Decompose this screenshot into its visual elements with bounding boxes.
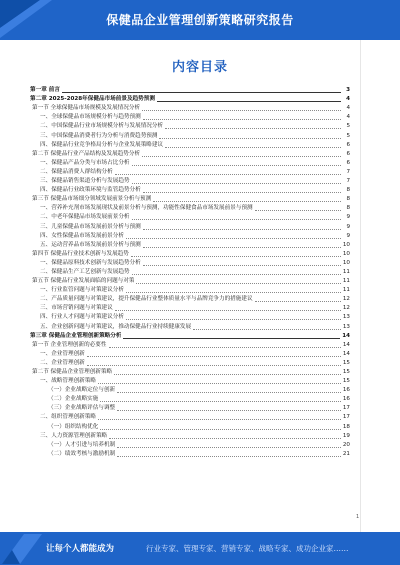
toc-dot-leader	[98, 383, 341, 384]
toc-entry-page: 7	[346, 178, 350, 185]
toc-entry-title: （一）组织结构优化	[48, 423, 99, 430]
toc-entry[interactable]	[30, 141, 350, 150]
toc-entry-page: 17	[342, 414, 350, 421]
toc-entry-title: 第三章 保健品企业管理创新策略分析	[30, 332, 122, 339]
toc-entry[interactable]	[30, 232, 350, 241]
toc-entry-page: 12	[342, 305, 350, 312]
toc-entry-page: 13	[342, 323, 350, 330]
toc-entry[interactable]	[30, 131, 350, 140]
toc-entry[interactable]	[30, 222, 350, 231]
toc-dot-leader	[131, 256, 341, 257]
toc-entry-page: 17	[342, 405, 350, 412]
toc-entry-title: 第一章 前言	[30, 87, 60, 94]
toc-entry-page: 9	[346, 214, 350, 221]
toc-entry-title: 二、中老年保健品市场发展前景分析	[40, 214, 130, 221]
toc-entry-page: 19	[342, 432, 350, 439]
toc-entry-page: 7	[346, 168, 350, 175]
toc-dot-leader	[114, 374, 341, 375]
toc-entry-page: 13	[342, 314, 350, 321]
footer-tags: 行业专家、管理专家、营销专家、战略专家、成功企业家……	[146, 544, 349, 553]
toc-entry-title: 三、中国保健品消费者行为分析与消费趋势预测	[40, 132, 158, 139]
toc-entry-page: 16	[342, 396, 350, 403]
toc-entry-page: 6	[346, 159, 350, 166]
toc-entry-page: 4	[346, 96, 350, 103]
toc-entry[interactable]	[30, 177, 350, 186]
toc-dot-leader	[255, 210, 341, 211]
toc-dot-leader	[115, 174, 341, 175]
toc-entry[interactable]	[30, 332, 350, 341]
toc-entry-title: 四、行业人才问题与对策建议分析	[40, 314, 124, 321]
toc-entry-page: 9	[346, 223, 350, 230]
toc-entry-page: 10	[342, 259, 350, 266]
toc-entry-title: 四、保健品行业竞争格局分析与企业发展策略建议	[40, 141, 164, 148]
toc-entry-page: 20	[342, 441, 350, 448]
toc-dot-leader	[117, 392, 341, 393]
toc-dot-leader	[143, 229, 341, 230]
toc-dot-leader	[87, 356, 341, 357]
toc-entry[interactable]	[30, 359, 350, 368]
footer-logo-icon	[2, 534, 42, 564]
toc-entry[interactable]	[30, 386, 350, 395]
toc-entry-page: 21	[342, 450, 350, 457]
toc-entry[interactable]	[30, 377, 350, 386]
toc-entry[interactable]	[30, 113, 350, 122]
toc-dot-leader	[117, 447, 341, 448]
toc-dot-leader	[109, 438, 341, 439]
toc-entry[interactable]	[30, 213, 350, 222]
toc-entry[interactable]	[30, 268, 350, 277]
toc-entry-title: 二、中国保健品行业市场规模分析与发展情况分析	[40, 123, 164, 130]
toc-entry-page: 5	[346, 132, 350, 139]
footer-brand: 让每个人都能成为	[46, 544, 115, 554]
toc-entry-page: 5	[346, 123, 350, 130]
toc-dot-leader	[157, 101, 341, 102]
toc-dot-leader	[132, 274, 341, 275]
toc-entry[interactable]	[30, 277, 350, 286]
toc-dot-leader	[117, 456, 341, 457]
toc-entry[interactable]	[30, 341, 350, 350]
report-title: 保健品企业管理创新策略研究报告	[106, 13, 294, 27]
toc-entry[interactable]	[30, 104, 350, 113]
toc-entry-page: 8	[346, 205, 350, 212]
toc-entry[interactable]	[30, 204, 350, 213]
toc-entry[interactable]	[30, 350, 350, 359]
toc-entry-page: 3	[346, 87, 350, 94]
toc-entry[interactable]	[30, 95, 350, 104]
toc-entry-title: 第二章 2025-2028年保健品市场前景及趋势预测	[30, 96, 155, 103]
toc-dot-leader	[159, 138, 341, 139]
toc-entry-title: 第一节 企业管理创新的必要性	[32, 341, 107, 348]
toc-entry-page: 10	[342, 241, 350, 248]
toc-entry-title: 第三节 保健品市场细分领域发展前景分析与预测	[32, 196, 152, 203]
toc-entry-page: 11	[342, 287, 350, 294]
toc-entry-page: 6	[346, 150, 350, 157]
toc-entry-title: 第二节 保健品企业管理创新策略	[32, 369, 113, 375]
toc-entry-page: 18	[342, 423, 350, 430]
toc-entry[interactable]	[30, 450, 350, 459]
toc-heading: 内容目录	[171, 60, 228, 75]
toc-entry[interactable]	[30, 404, 350, 413]
toc-entry[interactable]	[30, 168, 350, 177]
toc-entry-page: 15	[342, 369, 350, 375]
toc-entry-page: 10	[342, 250, 350, 257]
toc-entry-title: 三、儿童保健品市场发展前景分析与预测	[40, 223, 141, 230]
toc-dot-leader	[142, 156, 341, 157]
toc-entry[interactable]	[30, 250, 350, 259]
toc-entry[interactable]	[30, 413, 350, 422]
toc-entry-title: 三、保健品销售渠道分析与发展趋势	[40, 178, 130, 185]
toc-dot-leader	[143, 265, 341, 266]
toc-entry-title: 第二节 保健品行业产品结构及发展趋势分析	[32, 150, 141, 157]
toc-entry-page: 14	[342, 341, 350, 348]
toc-entry[interactable]	[30, 313, 350, 322]
toc-entry[interactable]	[30, 86, 350, 95]
toc-dot-leader	[142, 110, 341, 111]
toc-entry-page: 14	[342, 332, 350, 339]
toc-entry-title: 四、保健品行业政策环境与监管趋势分析	[40, 187, 141, 194]
toc-dot-leader	[62, 92, 341, 93]
toc-entry-page: 11	[342, 278, 350, 285]
toc-entry-title: 一、全球保健品市场规模分析与趋势预测	[40, 114, 141, 121]
toc-entry[interactable]	[30, 295, 350, 304]
toc-entry-page: 15	[342, 359, 350, 366]
toc-entry-page: 12	[342, 296, 350, 303]
toc-entry-title: 三、市场营销问题与对策建议	[40, 305, 113, 312]
toc-entry-page: 11	[342, 268, 350, 275]
toc-dot-leader	[100, 401, 341, 402]
toc-dot-leader	[165, 128, 341, 129]
toc-entry-title: 二、企业管理创新	[40, 359, 85, 366]
toc-dot-leader	[123, 338, 340, 339]
toc-entry-page: 4	[346, 114, 350, 121]
toc-entry-title: 第一节 全球保健品市场规模及发展情况分析	[32, 105, 141, 112]
toc-dot-leader	[165, 147, 341, 148]
toc-dot-leader	[115, 310, 341, 311]
toc-entry-title: 一、保健品产品分类与市场占比分析	[40, 159, 130, 166]
toc-entry[interactable]	[30, 186, 350, 195]
toc-entry-title: （一）人才引进与培养机制	[48, 441, 116, 448]
toc-entry[interactable]	[30, 395, 350, 404]
toc-dot-leader	[153, 201, 341, 202]
toc-entry-title: 四、女性保健品市场发展前景分析	[40, 232, 124, 239]
toc-entry-title: 二、保健品消费人群结构分析	[40, 168, 113, 175]
toc-dot-leader	[126, 238, 341, 239]
toc-entry-title: 二、保健品生产工艺创新与发展趋势	[40, 268, 130, 275]
toc-entry-page: 8	[346, 196, 350, 203]
toc-entry-page: 14	[342, 350, 350, 357]
toc-entry[interactable]	[30, 150, 350, 159]
toc-entry-title: 二、组织管理创新策略	[40, 414, 96, 421]
toc-entry-page: 4	[346, 105, 350, 112]
toc-dot-leader	[143, 192, 341, 193]
toc-entry-page: 8	[346, 187, 350, 194]
toc-entry[interactable]	[30, 322, 350, 331]
toc-entry[interactable]	[30, 286, 350, 295]
toc-dot-leader	[126, 292, 341, 293]
toc-entry-title: 五、运动营养品市场发展前景分析与预测	[40, 241, 141, 248]
toc-entry-page: 6	[346, 141, 350, 148]
toc-entry-title: （二）企业战略实施	[48, 396, 99, 403]
toc-dot-leader	[117, 410, 341, 411]
toc-entry-title: 二、产品质量问题与对策建议，提升保健品行业整体质量水平与品牌竞争力的措施建议	[40, 296, 253, 303]
toc-entry[interactable]	[30, 159, 350, 168]
toc-entry[interactable]	[30, 259, 350, 268]
toc-entry-title: 三、人力资源管理创新策略	[40, 432, 108, 439]
toc-entry[interactable]	[30, 422, 350, 431]
toc-entry[interactable]	[30, 441, 350, 450]
toc-dot-leader	[132, 219, 341, 220]
toc-entry-title: 一、企业管理创新	[40, 350, 85, 357]
toc-entry-title: 五、企业创新问题与对策建议，推动保健品行业持续健康发展	[40, 323, 192, 330]
toc-entry[interactable]	[30, 368, 350, 377]
toc-dot-leader	[136, 283, 340, 284]
toc-entry-title: 第五节 保健品行业发展面临的问题与对策	[32, 278, 135, 285]
toc-entry[interactable]	[30, 122, 350, 131]
toc-entry[interactable]	[30, 432, 350, 441]
toc-entry-title: （一）企业战略定位与创新	[48, 387, 116, 394]
toc-list	[30, 86, 350, 459]
toc-entry-title: （三）企业战略评估与调整	[48, 405, 116, 412]
toc-entry-title: （二）绩效考核与激励机制	[48, 450, 116, 457]
toc-entry[interactable]	[30, 304, 350, 313]
toc-entry[interactable]	[30, 195, 350, 204]
toc-entry-title: 一、行业监管问题与对策建议分析	[40, 287, 124, 294]
toc-entry-page: 9	[346, 232, 350, 239]
toc-dot-leader	[98, 419, 341, 420]
toc-dot-leader	[255, 301, 341, 302]
toc-dot-leader	[109, 347, 341, 348]
toc-entry-page: 15	[342, 378, 350, 385]
toc-entry[interactable]	[30, 241, 350, 250]
toc-entry-title: 一、战略管理创新策略	[40, 378, 96, 385]
toc-dot-leader	[143, 119, 341, 120]
toc-dot-leader	[132, 183, 341, 184]
toc-entry-title: 第四节 保健品行业技术创新与发展趋势	[32, 250, 129, 257]
toc-entry-title: 一、保健品原料技术创新与发展趋势分析	[40, 259, 141, 266]
toc-dot-leader	[193, 329, 341, 330]
toc-entry-page: 16	[342, 387, 350, 394]
toc-dot-leader	[143, 247, 341, 248]
toc-dot-leader	[100, 429, 341, 430]
toc-dot-leader	[132, 165, 341, 166]
page-number: 1	[356, 514, 360, 520]
toc-entry-title: 一、营养补充剂市场发展现状及前景分析与预测，功能性保健食品市场发展前景与预测	[40, 205, 253, 212]
toc-dot-leader	[87, 365, 341, 366]
toc-dot-leader	[126, 319, 341, 320]
